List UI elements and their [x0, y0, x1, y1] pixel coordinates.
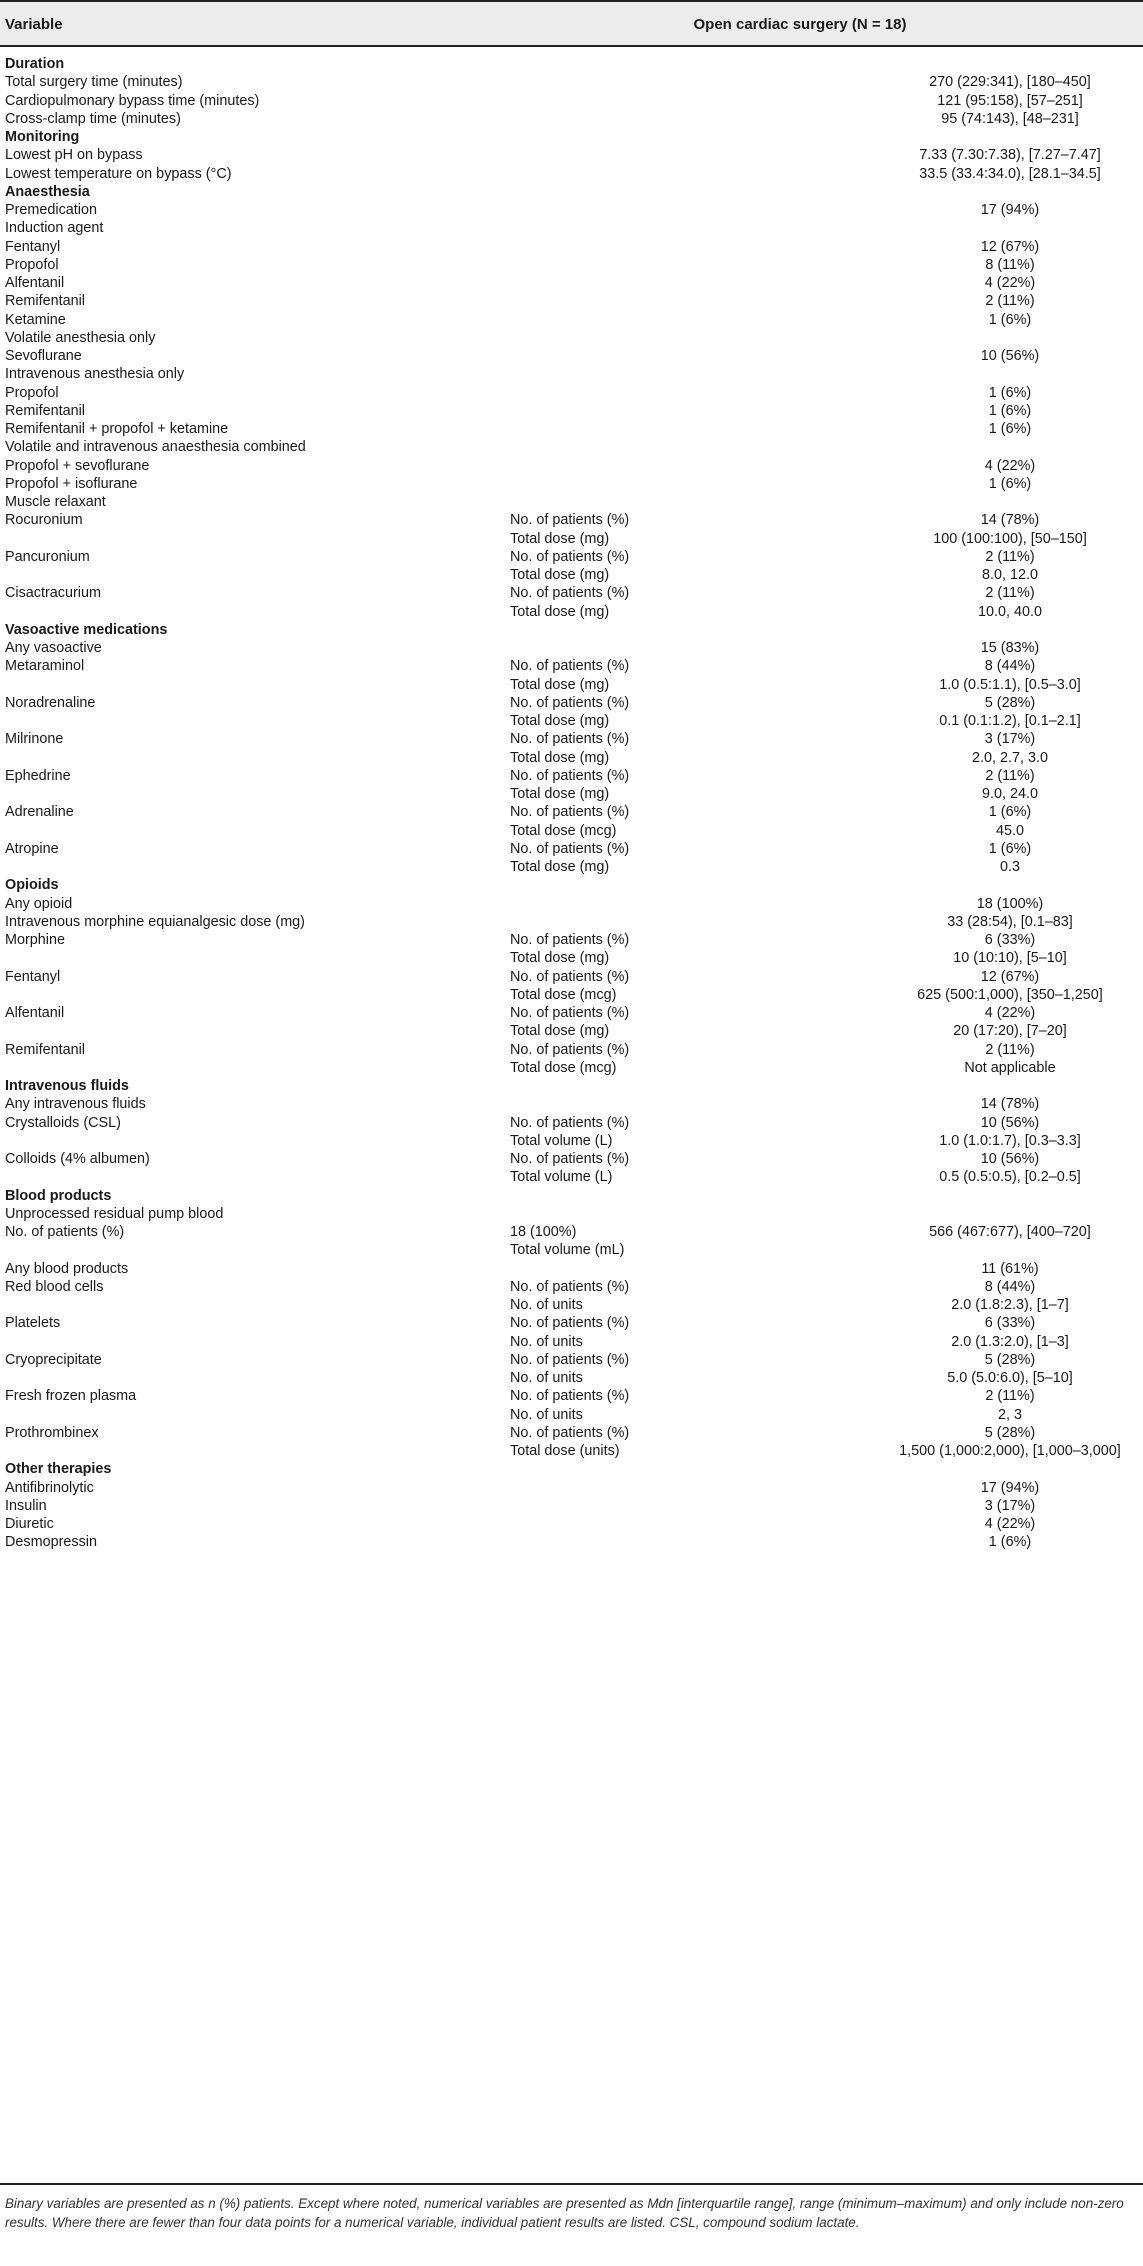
cell-value: 8.0, 12.0	[981, 567, 1038, 583]
cell-variable: No. of patients (%)	[5, 1224, 125, 1240]
cell-variable: Anaesthesia	[5, 183, 90, 200]
cell-measure: Total dose (mg)	[510, 859, 610, 875]
cell-variable: Sevoflurane	[5, 348, 82, 364]
cell-value: 2 (11%)	[985, 548, 1035, 565]
cell-value: 270 (229:341), [180–450]	[929, 74, 1091, 91]
cell-value: 15 (83%)	[980, 640, 1040, 656]
cell-measure: No. of units	[510, 1370, 583, 1386]
cell-value: 3 (17%)	[984, 731, 1036, 748]
cell-variable: Muscle relaxant	[5, 494, 106, 510]
cell-measure: No. of patients (%)	[510, 658, 630, 675]
cell-value: 4 (22%)	[984, 1516, 1036, 1532]
cell-measure: Total dose (mcg)	[510, 1059, 617, 1076]
table-header	[0, 0, 1143, 47]
cell-variable: Noradrenaline	[5, 694, 96, 711]
cell-value: 5 (28%)	[984, 1424, 1036, 1441]
cell-value: 10 (56%)	[980, 1151, 1040, 1167]
cell-value: 4 (22%)	[984, 457, 1036, 474]
cell-variable: Desmopressin	[5, 1534, 97, 1551]
cell-variable: Remifentanil	[5, 1041, 85, 1058]
cell-value: 4 (22%)	[984, 275, 1036, 291]
cell-value: 17 (94%)	[980, 202, 1040, 218]
cell-variable: Volatile and intravenous anaesthesia combined	[5, 439, 306, 456]
cell-variable: Unprocessed residual pump blood	[5, 1205, 224, 1222]
cell-value: 14 (78%)	[980, 512, 1040, 529]
cell-measure: No. of patients (%)	[510, 932, 630, 948]
cell-value: 1 (6%)	[988, 840, 1032, 857]
cell-measure: No. of patients (%)	[510, 512, 630, 529]
cell-variable: Adrenaline	[5, 804, 74, 821]
cell-variable: Atropine	[5, 840, 59, 857]
cell-value: 1 (6%)	[988, 402, 1032, 419]
cell-value: 2 (11%)	[985, 585, 1035, 602]
cell-variable: Cross-clamp time (minutes)	[5, 110, 181, 127]
cell-variable: Total surgery time (minutes)	[5, 74, 183, 91]
cell-value: 1 (6%)	[988, 1534, 1032, 1551]
cell-value: 5 (28%)	[984, 1351, 1036, 1368]
cell-value: 20 (17:20), [7–20]	[953, 1023, 1067, 1040]
cell-variable: Fresh frozen plasma	[5, 1388, 137, 1405]
cell-variable: Any intravenous fluids	[5, 1096, 146, 1113]
cell-measure: Total dose (mg)	[510, 676, 610, 693]
cell-variable: Crystalloids (CSL)	[5, 1114, 121, 1131]
cell-measure: Total dose (units)	[510, 1443, 620, 1459]
cell-value: 2 (11%)	[985, 1041, 1035, 1058]
cell-measure: Total dose (mcg)	[510, 986, 617, 1003]
cell-variable: Opioids	[5, 877, 59, 894]
cell-measure: No. of units	[510, 1333, 583, 1350]
cell-variable: Premedication	[5, 202, 97, 218]
cell-value: 0.5 (0.5:0.5), [0.2–0.5]	[939, 1169, 1081, 1186]
cell-value: 33 (28:54), [0.1–83]	[947, 913, 1073, 930]
cell-variable: Intravenous morphine equianalgesic dose (mg)	[5, 913, 305, 930]
cell-variable: Cardiopulmonary bypass time (minutes)	[5, 92, 260, 109]
cell-variable: Red blood cells	[5, 1278, 104, 1295]
cell-measure: Total volume (L)	[510, 1132, 613, 1149]
cell-value: 2.0, 2.7, 3.0	[971, 749, 1048, 766]
cell-variable: Insulin	[5, 1497, 47, 1514]
cell-variable: Prothrombinex	[5, 1424, 99, 1441]
cell-value: 10 (56%)	[980, 348, 1040, 364]
cell-measure: No. of patients (%)	[510, 968, 630, 985]
cell-value: 2 (11%)	[985, 1388, 1035, 1405]
cell-value: Not applicable	[964, 1059, 1056, 1076]
cell-measure: Total dose (mg)	[510, 530, 610, 547]
cell-variable: Any blood products	[5, 1260, 129, 1277]
cell-value: 5 (28%)	[984, 694, 1036, 711]
cell-measure: No. of patients (%)	[510, 1315, 630, 1332]
cell-value: 0.1 (0.1:1.2), [0.1–2.1]	[939, 713, 1081, 729]
cell-value: 8 (44%)	[984, 658, 1036, 675]
cell-value: 1 (6%)	[988, 311, 1032, 328]
cell-variable: Duration	[5, 56, 65, 72]
cell-value: 17 (94%)	[980, 1479, 1040, 1496]
cell-measure: Total dose (mg)	[510, 603, 610, 620]
cell-value: 8 (11%)	[985, 256, 1035, 273]
cell-variable: Volatile anesthesia only	[5, 329, 156, 346]
cell-value: 625 (500:1,000), [350–1,250]	[917, 986, 1103, 1003]
cell-measure: Total dose (mcg)	[510, 822, 617, 839]
cell-measure: No. of patients (%)	[510, 694, 630, 711]
cell-measure: No. of patients (%)	[510, 1151, 630, 1167]
cell-measure: No. of patients (%)	[510, 1351, 630, 1368]
cell-value: 10 (10:10), [5–10]	[953, 950, 1067, 967]
cell-measure: Total volume (L)	[510, 1169, 613, 1186]
cell-value: 2 (11%)	[985, 767, 1035, 784]
cell-value: 6 (33%)	[984, 1315, 1036, 1332]
cell-variable: Propofol + sevoflurane	[5, 457, 150, 474]
header-group: Open cardiac surgery (N = 18)	[693, 16, 907, 33]
cell-measure: No. of patients (%)	[510, 804, 630, 821]
cell-variable: Rocuronium	[5, 512, 83, 529]
cell-variable: Cisactracurium	[5, 585, 101, 602]
cell-variable: Blood products	[5, 1187, 112, 1204]
cell-value: 10 (56%)	[980, 1114, 1040, 1131]
cell-measure: No. of patients (%)	[510, 1114, 630, 1131]
cell-value: 1.0 (0.5:1.1), [0.5–3.0]	[939, 676, 1081, 693]
cell-measure: Total dose (mg)	[510, 1023, 610, 1040]
cell-variable: Intravenous anesthesia only	[5, 366, 185, 383]
cell-value: 1 (6%)	[988, 475, 1032, 492]
cell-value: 0.3	[999, 859, 1020, 875]
cell-variable: Remifentanil + propofol + ketamine	[5, 421, 229, 437]
cell-variable: Platelets	[5, 1315, 61, 1332]
cell-variable: Monitoring	[5, 129, 80, 145]
cell-variable: Metaraminol	[5, 658, 85, 675]
cell-variable: Fentanyl	[5, 238, 61, 255]
cell-value: 14 (78%)	[980, 1096, 1040, 1113]
cell-measure: No. of patients (%)	[510, 767, 630, 784]
cell-measure: No. of units	[510, 1406, 583, 1423]
cell-value: 566 (467:677), [400–720]	[929, 1224, 1091, 1240]
cell-measure: No. of patients (%)	[510, 1041, 630, 1058]
cell-measure: No. of patients (%)	[510, 548, 630, 565]
cell-variable: Propofol + isoflurane	[5, 475, 138, 492]
cell-variable: Other therapies	[5, 1461, 112, 1478]
cell-variable: Intravenous fluids	[5, 1078, 129, 1094]
cell-measure: No. of patients (%)	[510, 731, 630, 748]
cell-variable: Antifibrinolytic	[5, 1479, 94, 1496]
cell-value: 4 (22%)	[984, 1005, 1036, 1021]
cell-value: 1 (6%)	[988, 384, 1032, 401]
cell-value: 10.0, 40.0	[977, 603, 1042, 620]
cell-measure: Total dose (mg)	[510, 567, 610, 583]
cell-variable: Colloids (4% albumen)	[5, 1151, 150, 1167]
cell-value: 2 (11%)	[985, 293, 1035, 310]
cell-measure: Total dose (mg)	[510, 713, 610, 729]
cell-variable: Pancuronium	[5, 548, 90, 565]
cell-variable: Ephedrine	[5, 767, 71, 784]
cell-value: 7.33 (7.30:7.38), [7.27–7.47]	[919, 147, 1101, 164]
cell-variable: Vasoactive medications	[5, 621, 168, 638]
cell-variable: Fentanyl	[5, 968, 61, 985]
cell-variable: Lowest temperature on bypass (°C)	[5, 165, 232, 182]
cell-variable: Alfentanil	[5, 275, 65, 291]
cell-measure: No. of patients (%)	[510, 840, 630, 857]
cell-value: 1 (6%)	[988, 804, 1032, 821]
cell-variable: Cryoprecipitate	[5, 1351, 102, 1368]
cell-measure: 18 (100%)	[510, 1224, 577, 1240]
cell-measure: Total volume (mL)	[510, 1242, 625, 1259]
cell-measure: Total dose (mg)	[510, 950, 610, 967]
cell-measure: No. of patients (%)	[510, 1005, 630, 1021]
cell-variable: Diuretic	[5, 1516, 54, 1532]
cell-measure: No. of patients (%)	[510, 585, 630, 602]
header-variable: Variable	[5, 16, 63, 33]
cell-value: 6 (33%)	[984, 932, 1036, 948]
table-footnote: Binary variables are presented as n (%) patients. Except where noted, numerical variables are presented as Mdn [interquartile range], range (minimum–maximum) and only include non-zero results. Where there are fewer than four data points for a numerical variable, individual patient results are listed. CSL, compound sodium lactate.	[5, 2196, 1124, 2230]
cell-variable: Induction agent	[5, 220, 104, 237]
cell-variable: Morphine	[5, 932, 65, 948]
cell-variable: Remifentanil	[5, 293, 85, 310]
cell-value: 1.0 (1.0:1.7), [0.3–3.3]	[939, 1132, 1081, 1149]
cell-variable: Propofol	[5, 256, 59, 273]
cell-value: 3 (17%)	[984, 1497, 1036, 1514]
cell-variable: Remifentanil	[5, 402, 85, 419]
cell-value: 33.5 (33.4:34.0), [28.1–34.5]	[919, 165, 1101, 182]
cell-variable: Any vasoactive	[5, 640, 102, 656]
cell-variable: Any opioid	[5, 895, 73, 912]
cell-measure: Total dose (mg)	[510, 786, 610, 802]
cell-value: 12 (67%)	[980, 968, 1040, 985]
cell-measure: No. of units	[510, 1297, 583, 1313]
table-bottom-rule	[0, 2183, 1143, 2185]
cell-variable: Alfentanil	[5, 1005, 65, 1021]
cell-measure: No. of patients (%)	[510, 1278, 630, 1295]
cell-measure: No. of patients (%)	[510, 1424, 630, 1441]
cell-variable: Propofol	[5, 384, 59, 401]
cell-variable: Ketamine	[5, 311, 66, 328]
cell-value: 18 (100%)	[976, 895, 1044, 912]
cell-variable: Milrinone	[5, 731, 64, 748]
cell-value: 11 (61%)	[981, 1260, 1039, 1277]
cell-measure: Total dose (mg)	[510, 749, 610, 766]
cell-measure: No. of patients (%)	[510, 1388, 630, 1405]
cell-value: 100 (100:100), [50–150]	[933, 530, 1087, 547]
cell-value: 2.0 (1.8:2.3), [1–7]	[951, 1297, 1069, 1313]
cell-value: 1,500 (1,000:2,000), [1,000–3,000]	[899, 1443, 1121, 1459]
cell-value: 121 (95:158), [57–251]	[937, 92, 1083, 109]
cell-value: 45.0	[995, 822, 1024, 839]
cell-value: 2.0 (1.3:2.0), [1–3]	[951, 1333, 1069, 1350]
cell-value: 5.0 (5.0:6.0), [5–10]	[947, 1370, 1073, 1386]
cell-value: 9.0, 24.0	[981, 786, 1038, 802]
cell-value: 12 (67%)	[980, 238, 1040, 255]
cell-value: 95 (74:143), [48–231]	[941, 110, 1079, 127]
cell-variable: Lowest pH on bypass	[5, 147, 143, 164]
cell-value: 2, 3	[997, 1406, 1022, 1423]
cell-value: 8 (44%)	[984, 1278, 1036, 1295]
cell-value: 1 (6%)	[988, 421, 1032, 437]
